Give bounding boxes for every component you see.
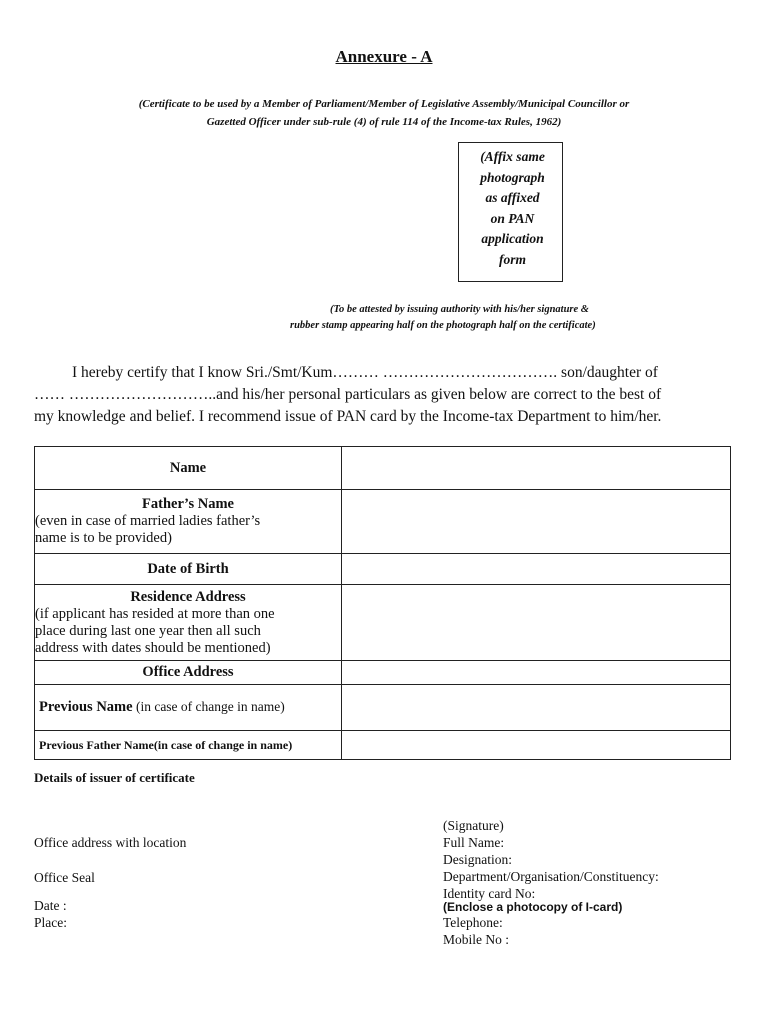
name-label: Name xyxy=(35,447,342,490)
photo-instruction-line: application xyxy=(481,231,544,246)
dob-field[interactable] xyxy=(342,554,731,585)
previous-father-name-field[interactable] xyxy=(342,731,731,760)
mobile-label: Mobile No : xyxy=(443,932,509,947)
father-name-cell xyxy=(35,490,342,554)
previous-father-name-label: Previous Father Name(in case of change in name) xyxy=(35,731,342,760)
residence-address-note: place during last one year then all such xyxy=(35,622,261,639)
designation-label: Designation: xyxy=(443,852,512,867)
residence-address-label: Residence Address xyxy=(130,588,246,605)
previous-name-cell xyxy=(35,685,342,731)
department-label: Department/Organisation/Constituency: xyxy=(443,869,659,884)
previous-name-field[interactable] xyxy=(342,685,731,731)
certificate-line-2: …… ………………………..and his/her personal particulars as given below are correct to the best of xyxy=(34,386,662,403)
photo-affix-box xyxy=(458,142,563,282)
father-name-note: (even in case of married ladies father’s xyxy=(35,513,261,529)
previous-name-note: (in case of change in name) xyxy=(132,699,285,714)
telephone-label: Telephone: xyxy=(443,915,503,930)
photo-instruction-line: photograph xyxy=(480,169,545,185)
father-name-note: name is to be provided) xyxy=(35,530,172,546)
certificate-line-1: I hereby certify that I know Sri./Smt/Kum……… ……………………………. son/daughter of xyxy=(72,364,658,381)
signature-label: (Signature) xyxy=(443,818,504,833)
enclose-icard-note: (Enclose a photocopy of I-card) xyxy=(443,900,623,914)
previous-name-label: Previous Name xyxy=(39,699,133,715)
subtitle-line-2: Gazetted Officer under sub-rule (4) of rule 114 of the Income-tax Rules, 1962) xyxy=(206,116,562,128)
identity-card-label: Identity card No: xyxy=(443,886,536,901)
office-address-location-label: Office address with location xyxy=(34,835,187,850)
table-row xyxy=(35,490,731,554)
table-row xyxy=(35,447,731,490)
table-row xyxy=(35,554,731,585)
father-name-field[interactable] xyxy=(342,490,731,554)
dob-label: Date of Birth xyxy=(35,554,342,585)
residence-address-note: (if applicant has resided at more than one xyxy=(35,605,275,622)
office-seal-label: Office Seal xyxy=(34,870,95,885)
residence-address-field[interactable] xyxy=(342,585,731,661)
table-row xyxy=(35,661,731,685)
issuer-heading: Details of issuer of certificate xyxy=(34,770,195,785)
particulars-table xyxy=(34,446,731,760)
place-label: Place: xyxy=(34,915,67,930)
table-row xyxy=(35,731,731,760)
name-field[interactable] xyxy=(342,447,731,490)
subtitle-line-1: (Certificate to be used by a Member of Parliament/Member of Legislative Assembly/Municipal Councillor or xyxy=(138,98,630,110)
table-row xyxy=(35,685,731,731)
father-name-label: Father’s Name xyxy=(142,496,234,512)
photo-instruction-line: on PAN xyxy=(490,210,535,226)
page-title: Annexure - A xyxy=(335,47,433,66)
attestation-line-1: (To be attested by issuing authority with his/her signature & xyxy=(330,304,589,315)
table-row xyxy=(35,585,731,661)
photo-instruction-line: (Affix same xyxy=(480,149,545,164)
certificate-line-3: my knowledge and belief. I recommend issue of PAN card by the Income-tax Department to him/her. xyxy=(34,408,662,425)
full-name-label: Full Name: xyxy=(443,835,505,850)
office-address-label: Office Address xyxy=(35,661,342,685)
photo-instruction-line: as affixed xyxy=(485,190,540,205)
office-address-field[interactable] xyxy=(342,661,731,685)
date-label: Date : xyxy=(34,898,67,913)
residence-address-note: address with dates should be mentioned) xyxy=(35,639,271,656)
attestation-line-2: rubber stamp appearing half on the photograph half on the certificate) xyxy=(290,320,596,331)
photo-instruction-line: form xyxy=(499,251,526,267)
residence-address-cell xyxy=(35,585,342,661)
